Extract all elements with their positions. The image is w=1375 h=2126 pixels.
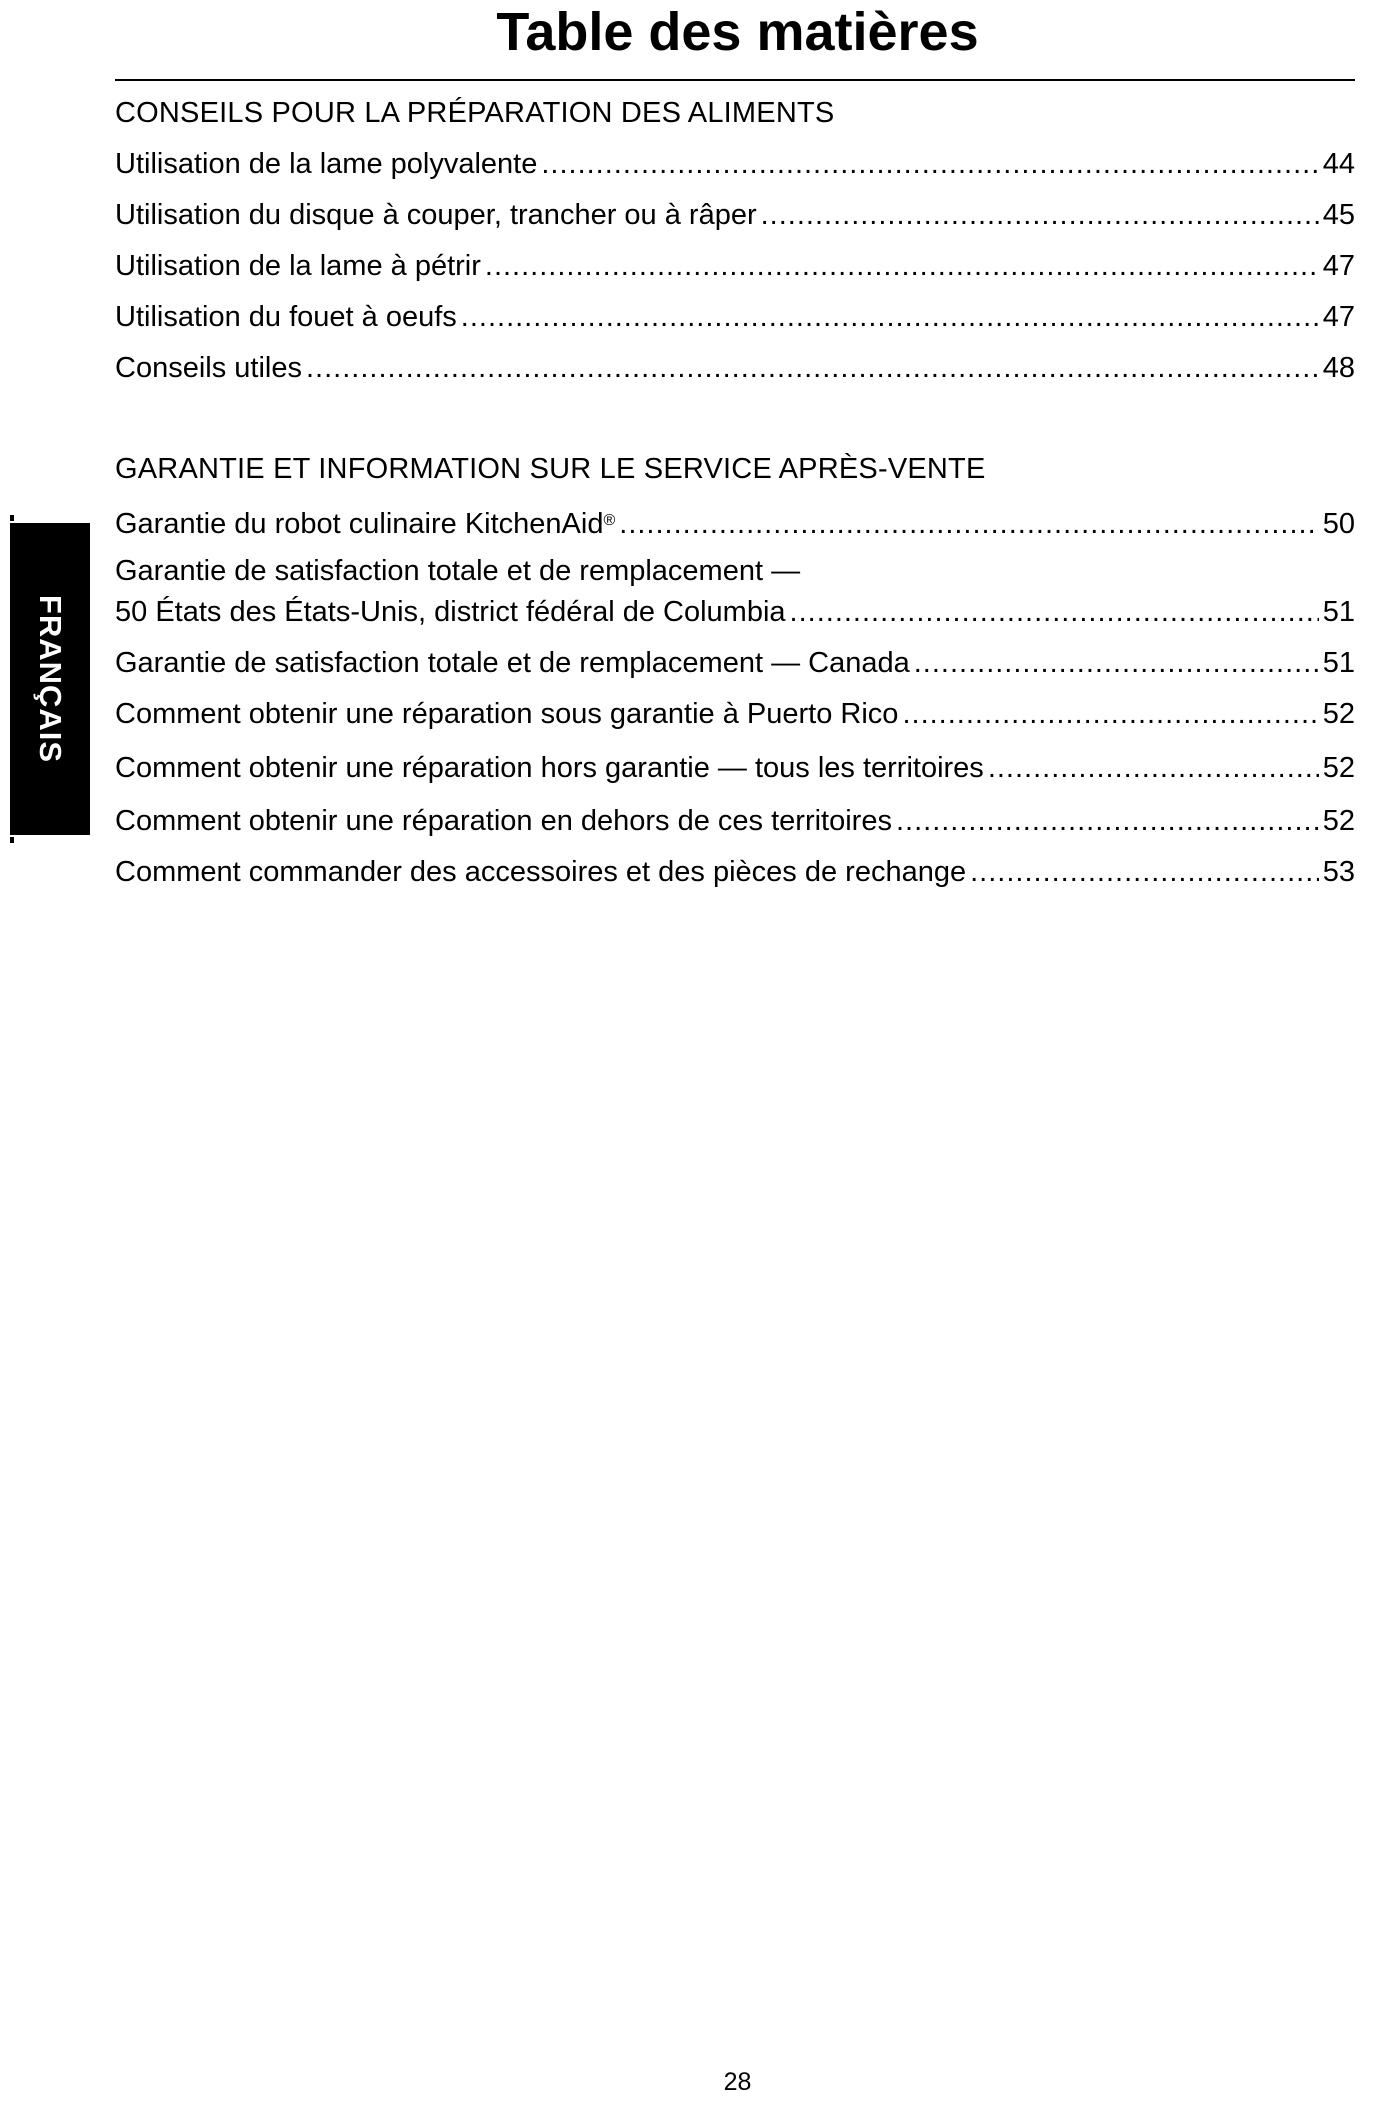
toc-entry-page: 53	[1322, 856, 1355, 888]
toc-entry-label: Comment obtenir une réparation sous garantie à Puerto Rico	[115, 698, 899, 730]
toc-entry[interactable]	[115, 847, 1355, 898]
toc-entry-page: 44	[1322, 148, 1355, 180]
toc-entry-label-line1: Garantie de satisfaction totale et de remplacement —	[115, 555, 801, 587]
toc-entry-label: Utilisation du disque à couper, trancher ou à râper	[115, 199, 757, 231]
dot-leader	[306, 343, 1319, 394]
toc-entry[interactable]	[115, 139, 1355, 190]
dot-leader	[970, 847, 1319, 898]
language-tab	[10, 523, 90, 835]
toc-entry-page: 48	[1322, 352, 1355, 384]
toc-entry[interactable]	[115, 190, 1355, 241]
toc-entry-page: 45	[1322, 199, 1355, 231]
page-number: 28	[723, 2068, 752, 2096]
toc-entry-page: 50	[1322, 508, 1355, 540]
dot-leader	[988, 740, 1319, 796]
dot-leader	[914, 638, 1319, 689]
toc-entry[interactable]	[115, 689, 1355, 740]
toc-entry-label: Utilisation du fouet à oeufs	[115, 301, 457, 333]
section-heading: GARANTIE ET INFORMATION SUR LE SERVICE APRÈS-VENTE	[115, 453, 986, 485]
toc-entry-label: Utilisation de la lame à pétrir	[115, 250, 481, 282]
dot-leader	[619, 499, 1318, 550]
tab-mark-bottom	[10, 837, 14, 843]
page-title: Table des matières	[496, 2, 979, 62]
toc-entry[interactable]	[115, 343, 1355, 394]
toc-entry[interactable]	[115, 546, 1355, 638]
toc-entry-label: Utilisation de la lame polyvalente	[115, 148, 538, 180]
tab-mark-top	[10, 515, 14, 521]
section-food-prep	[115, 88, 1355, 394]
toc-entry[interactable]	[115, 495, 1355, 546]
dot-leader	[485, 241, 1319, 292]
toc-entry-page: 52	[1322, 805, 1355, 837]
dot-leader	[541, 139, 1318, 190]
section-heading: CONSEILS POUR LA PRÉPARATION DES ALIMENTS	[115, 97, 835, 129]
toc-entry-page: 52	[1322, 752, 1355, 784]
toc-entry[interactable]	[115, 638, 1355, 689]
toc-entry[interactable]	[115, 796, 1355, 847]
toc-entry-label: Garantie du robot culinaire KitchenAid®	[115, 508, 616, 540]
language-tab-label: FRANÇAIS	[33, 594, 68, 764]
toc-entry-page: 47	[1322, 301, 1355, 333]
dot-leader	[790, 587, 1319, 638]
toc-entry-page: 51	[1322, 647, 1355, 679]
title-divider	[115, 79, 1355, 81]
dot-leader	[761, 190, 1319, 241]
toc-entry[interactable]	[115, 241, 1355, 292]
toc-entry-label: Comment commander des accessoires et des pièces de rechange	[115, 856, 967, 888]
dot-leader	[461, 292, 1319, 343]
registered-mark: ®	[603, 512, 616, 529]
toc-entry-page: 51	[1322, 596, 1355, 628]
toc-entry[interactable]	[115, 292, 1355, 343]
toc-entry[interactable]	[115, 740, 1355, 796]
toc-entry-label: Comment obtenir une réparation hors garantie — tous les territoires	[115, 752, 984, 784]
toc-entry-label: 50 États des États-Unis, district fédéral de Columbia	[115, 596, 786, 628]
dot-leader	[902, 689, 1318, 740]
toc-entry-page: 52	[1322, 698, 1355, 730]
dot-leader	[896, 796, 1319, 847]
toc-entry-page: 47	[1322, 250, 1355, 282]
toc-entry-label: Conseils utiles	[115, 352, 302, 384]
section-warranty	[115, 444, 1355, 898]
toc-entry-label: Garantie de satisfaction totale et de remplacement — Canada	[115, 647, 910, 679]
toc-entry-label: Comment obtenir une réparation en dehors de ces territoires	[115, 805, 892, 837]
